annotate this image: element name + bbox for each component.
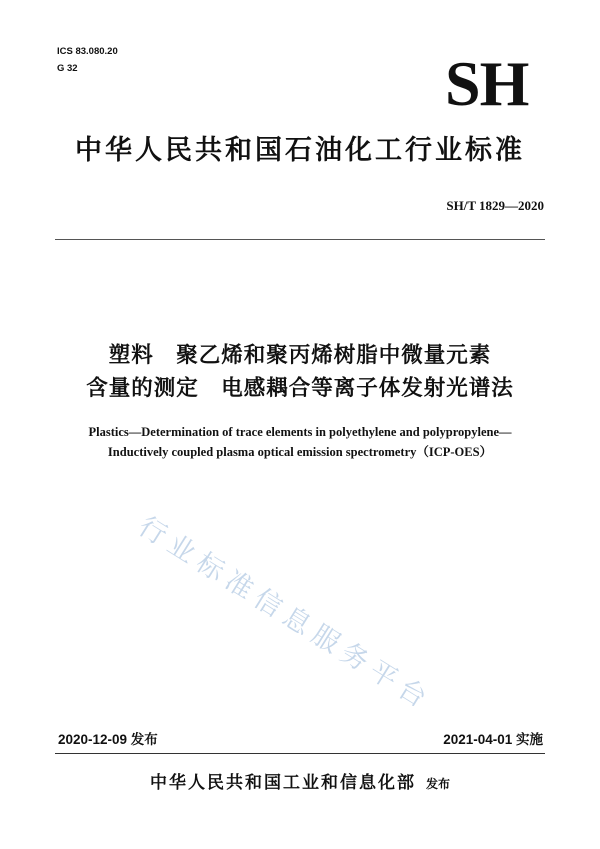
watermark: 行业标准信息服务平台 <box>132 510 438 718</box>
issuer-suffix: 发布 <box>425 777 450 791</box>
organization-title: 中华人民共和国石油化工行业标准 <box>75 135 525 166</box>
footer-divider <box>55 753 545 754</box>
classification-code: G 32 <box>57 63 78 74</box>
sh-logo: SH <box>445 48 529 119</box>
header-divider <box>55 239 545 240</box>
english-title-line-1: Plastics—Determination of trace elements in polyethylene and polypropylene— <box>88 425 512 439</box>
english-title-line-2: Inductively coupled plasma optical emission spectrometry（ICP-OES） <box>107 445 493 459</box>
issue-date: 2020-12-09 发布 <box>58 732 158 747</box>
issuer-name: 中华人民共和国工业和信息化部 <box>149 773 416 793</box>
chinese-title-line-1: 塑料 聚乙烯和聚丙烯树脂中微量元素 <box>108 343 492 368</box>
standard-code: SH/T 1829—2020 <box>446 198 544 213</box>
chinese-title-line-2: 含量的测定 电感耦合等离子体发射光谱法 <box>86 376 514 401</box>
issuer <box>0 768 600 793</box>
ics-code: ICS 83.080.20 <box>57 46 118 57</box>
implementation-date: 2021-04-01 实施 <box>443 732 543 747</box>
